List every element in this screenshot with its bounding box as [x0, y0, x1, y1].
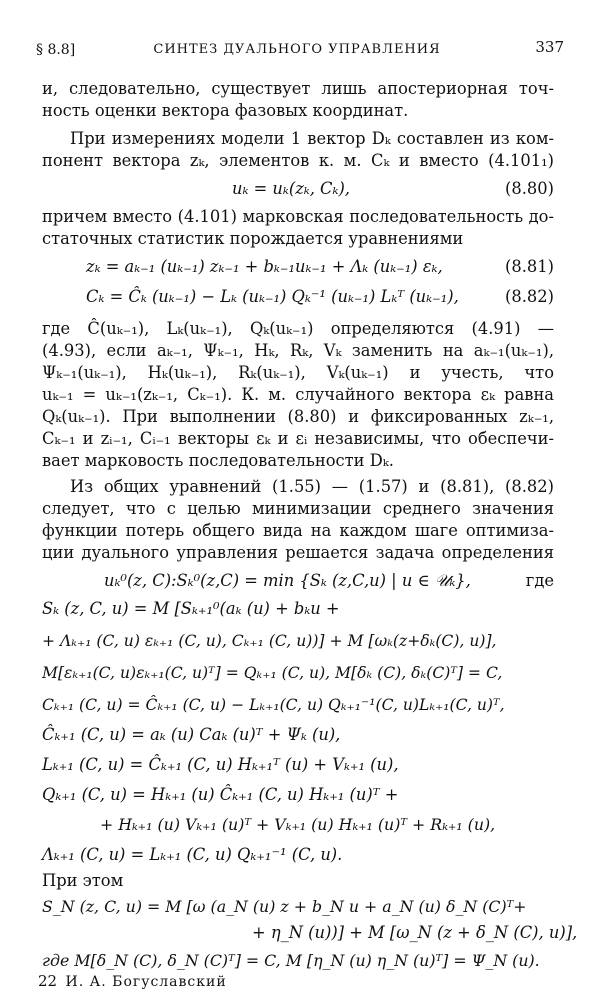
page-header [30, 38, 564, 62]
running-title: СИНТЕЗ ДУАЛЬНОГО УПРАВЛЕНИЯ [153, 42, 441, 57]
text-line: uₖ₋₁ = uₖ₋₁(zₖ₋₁, Cₖ₋₁). К. м. случайного вектора εₖ равна [42, 385, 554, 404]
text-line: Qₖ(uₖ₋₁). При выполнении (8.80) и фиксированных zₖ₋₁, [42, 407, 554, 426]
formula-line: + Hₖ₊₁ (u) Vₖ₊₁ (u)ᵀ + Vₖ₊₁ (u) Hₖ₊₁ (u)ᵀ + Rₖ₊₁ (u), [100, 815, 496, 834]
formula-line: Ĉₖ₊₁ (C, u) = aₖ (u) Caₖ (u)ᵀ + Ψₖ (u), [42, 725, 341, 744]
optimization-problem [104, 570, 554, 592]
text-line: Ψₖ₋₁(uₖ₋₁), Hₖ(uₖ₋₁), Rₖ(uₖ₋₁), Vₖ(uₖ₋₁) и учесть, что [42, 363, 554, 382]
equation-body: uₖ⁰(z, C):Sₖ⁰(z,C) = min {Sₖ (z,C,u) | u ∈ 𝒰ₖ}, [104, 571, 471, 590]
equation-body: Cₖ = Ĉₖ (uₖ₋₁) − Lₖ (uₖ₋₁) Qₖ⁻¹ (uₖ₋₁) Lₖᵀ (uₖ₋₁), [86, 287, 459, 306]
equation-number: (8.82) [505, 287, 554, 306]
signature-number: 22 [38, 972, 58, 990]
text-line: ции дуального управления решается задача определения [42, 543, 554, 562]
equation-8-81 [86, 256, 554, 278]
where-word: где [525, 571, 554, 590]
text-line: и, следовательно, существует лишь апостериорная точ- [42, 79, 554, 98]
formula-line: Qₖ₊₁ (C, u) = Hₖ₊₁ (u) Ĉₖ₊₁ (C, u) Hₖ₊₁ (u)ᵀ + [42, 785, 399, 804]
text-line: функции потерь общего вида на каждом шаге оптимиза- [42, 521, 554, 540]
page-number: 337 [535, 38, 564, 56]
text-line: где Ĉ(uₖ₋₁), Lₖ(uₖ₋₁), Qₖ(uₖ₋₁) определяются (4.91) — [42, 319, 554, 338]
text-line: При этом [42, 871, 124, 890]
equation-body: zₖ = aₖ₋₁ (uₖ₋₁) zₖ₋₁ + bₖ₋₁uₖ₋₁ + Λₖ (uₖ₋₁) εₖ, [86, 257, 443, 276]
text-line: ность оценки вектора фазовых координат. [42, 101, 409, 120]
author-name: И. А. Богуславский [65, 974, 227, 990]
equation-number: (8.80) [505, 179, 554, 198]
equation-8-82 [86, 286, 554, 308]
formula-line: где M[δ_N (C), δ_N (C)ᵀ] = C, M [η_N (u) η_N (u)ᵀ] = Ψ_N (u). [42, 951, 540, 970]
text-line: причем вместо (4.101) марковская последовательность до- [42, 207, 554, 226]
equation-number: (8.81) [505, 257, 554, 276]
text-line: следует, что с целью минимизации среднего значения [42, 499, 554, 518]
text-line: (4.93), если aₖ₋₁, Ψₖ₋₁, Hₖ, Rₖ, Vₖ заменить на aₖ₋₁(uₖ₋₁), [42, 341, 554, 360]
text-line: понент вектора zₖ, элементов к. м. Cₖ и вместо (4.101₁) [42, 151, 554, 170]
equation-8-80 [232, 178, 554, 200]
text-line: Из общих уравнений (1.55) — (1.57) и (8.81), (8.82) [70, 477, 554, 496]
formula-line: Sₖ (z, C, u) = M [Sₖ₊₁⁰(aₖ (u) + bₖu + [42, 599, 340, 618]
formula-line: M[εₖ₊₁(C, u)εₖ₊₁(C, u)ᵀ] = Qₖ₊₁ (C, u), M[δₖ (C), δₖ(C)ᵀ] = C, [42, 664, 503, 682]
text-line: статочных статистик порождается уравнениями [42, 229, 464, 248]
section-ref: § 8.8] [36, 42, 76, 58]
formula-line: S_N (z, C, u) = M [ω (a_N (u) z + b_N u + a_N (u) δ_N (C)ᵀ+ [42, 897, 527, 916]
formula-line: Lₖ₊₁ (C, u) = Ĉₖ₊₁ (C, u) Hₖ₊₁ᵀ (u) + Vₖ₊₁ (u), [42, 755, 399, 774]
page-footer [38, 972, 227, 990]
text-line: вает марковость последовательности Dₖ. [42, 451, 394, 470]
text-line: Cₖ₋₁ и zᵢ₋₁, Cᵢ₋₁ векторы εₖ и εᵢ независимы, что обеспечи- [42, 429, 554, 448]
formula-line: Λₖ₊₁ (C, u) = Lₖ₊₁ (C, u) Qₖ₊₁⁻¹ (C, u). [42, 845, 343, 864]
formula-line: + η_N (u))] + M [ω_N (z + δ_N (C), u)], [252, 923, 578, 942]
formula-line: + Λₖ₊₁ (C, u) εₖ₊₁ (C, u), Cₖ₊₁ (C, u))] + M [ωₖ(z+δₖ(C), u)], [42, 632, 497, 650]
formula-line: Cₖ₊₁ (C, u) = Ĉₖ₊₁ (C, u) − Lₖ₊₁(C, u) Qₖ₊₁⁻¹(C, u)Lₖ₊₁(C, u)ᵀ, [42, 696, 505, 714]
equation-body: uₖ = uₖ(zₖ, Cₖ), [232, 179, 350, 198]
text-line: При измерениях модели 1 вектор Dₖ составлен из ком- [70, 129, 554, 148]
